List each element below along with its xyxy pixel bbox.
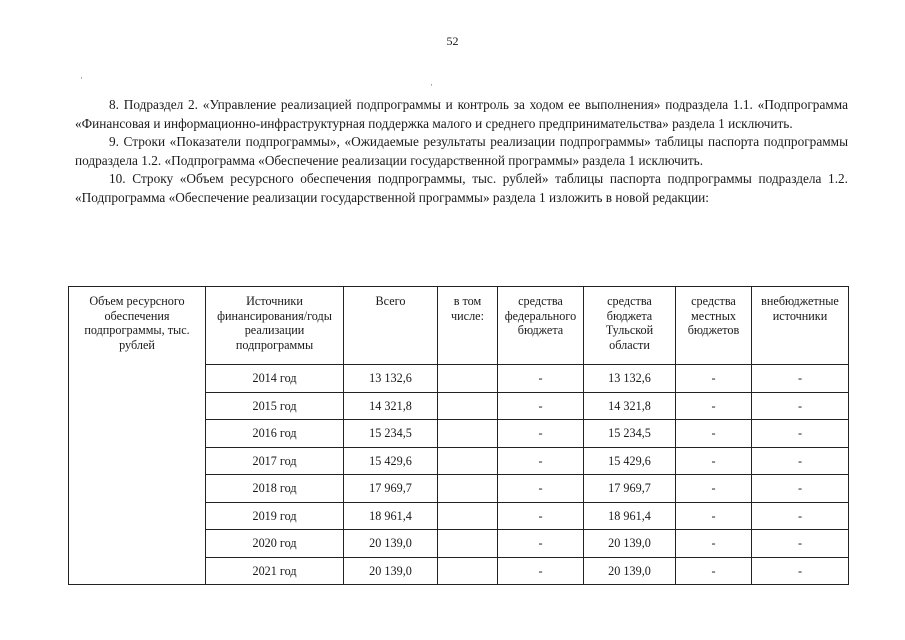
total-cell: 14 321,8 bbox=[344, 392, 438, 420]
federal-cell: - bbox=[498, 392, 584, 420]
header-regional: средства бюджета Тульской области bbox=[584, 287, 676, 365]
including-cell bbox=[438, 475, 498, 503]
local-cell: - bbox=[676, 420, 752, 448]
total-cell: 13 132,6 bbox=[344, 365, 438, 393]
scan-speck: · bbox=[430, 80, 433, 90]
header-federal: средства федерального бюджета bbox=[498, 287, 584, 365]
federal-cell: - bbox=[498, 365, 584, 393]
including-cell bbox=[438, 420, 498, 448]
regional-cell: 20 139,0 bbox=[584, 557, 676, 585]
paragraph-10: 10. Строку «Объем ресурсного обеспечения подпрограммы, тыс. рублей» таблицы паспорта подпрограммы подраздела 1.2. «Подпрограмма «Обеспечение реализации государственной программы» раздела 1 изложить в новой редакции: bbox=[75, 171, 848, 205]
local-cell: - bbox=[676, 475, 752, 503]
extrabudget-cell: - bbox=[752, 365, 849, 393]
extrabudget-cell: - bbox=[752, 392, 849, 420]
local-cell: - bbox=[676, 530, 752, 558]
scan-speck: · bbox=[80, 73, 83, 83]
year-cell: 2019 год bbox=[206, 502, 344, 530]
federal-cell: - bbox=[498, 502, 584, 530]
header-sources: Источники финансирования/годы реализации подпрограммы bbox=[206, 287, 344, 365]
federal-cell: - bbox=[498, 557, 584, 585]
extrabudget-cell: - bbox=[752, 447, 849, 475]
total-cell: 17 969,7 bbox=[344, 475, 438, 503]
extrabudget-cell: - bbox=[752, 557, 849, 585]
year-cell: 2021 год bbox=[206, 557, 344, 585]
year-cell: 2015 год bbox=[206, 392, 344, 420]
total-cell: 18 961,4 bbox=[344, 502, 438, 530]
extrabudget-cell: - bbox=[752, 475, 849, 503]
header-extrabudget: внебюджетные источники bbox=[752, 287, 849, 365]
including-cell bbox=[438, 365, 498, 393]
year-cell: 2017 год bbox=[206, 447, 344, 475]
total-cell: 20 139,0 bbox=[344, 530, 438, 558]
document-body bbox=[75, 96, 848, 208]
table-header-row bbox=[69, 287, 849, 365]
total-cell: 20 139,0 bbox=[344, 557, 438, 585]
including-cell bbox=[438, 447, 498, 475]
including-cell bbox=[438, 557, 498, 585]
year-cell: 2014 год bbox=[206, 365, 344, 393]
local-cell: - bbox=[676, 365, 752, 393]
local-cell: - bbox=[676, 557, 752, 585]
federal-cell: - bbox=[498, 530, 584, 558]
row-label-cell: Объем ресурсного обеспечения подпрограммы, тыс. рублей bbox=[69, 287, 206, 585]
regional-cell: 13 132,6 bbox=[584, 365, 676, 393]
extrabudget-cell: - bbox=[752, 530, 849, 558]
federal-cell: - bbox=[498, 475, 584, 503]
paragraph-9: 9. Строки «Показатели подпрограммы», «Ожидаемые результаты реализации подпрограммы» таблицы паспорта подпрограммы подраздела 1.2. «Подпрограмма «Обеспечение реализации государственной программы» раздела 1 исключить. bbox=[75, 134, 848, 168]
regional-cell: 15 234,5 bbox=[584, 420, 676, 448]
year-cell: 2018 год bbox=[206, 475, 344, 503]
extrabudget-cell: - bbox=[752, 420, 849, 448]
regional-cell: 14 321,8 bbox=[584, 392, 676, 420]
including-cell bbox=[438, 502, 498, 530]
total-cell: 15 429,6 bbox=[344, 447, 438, 475]
year-cell: 2020 год bbox=[206, 530, 344, 558]
local-cell: - bbox=[676, 447, 752, 475]
header-local: средства местных бюджетов bbox=[676, 287, 752, 365]
including-cell bbox=[438, 392, 498, 420]
total-cell: 15 234,5 bbox=[344, 420, 438, 448]
year-cell: 2016 год bbox=[206, 420, 344, 448]
federal-cell: - bbox=[498, 420, 584, 448]
regional-cell: 17 969,7 bbox=[584, 475, 676, 503]
regional-cell: 20 139,0 bbox=[584, 530, 676, 558]
header-including: в том числе: bbox=[438, 287, 498, 365]
regional-cell: 18 961,4 bbox=[584, 502, 676, 530]
header-total: Всего bbox=[344, 287, 438, 365]
regional-cell: 15 429,6 bbox=[584, 447, 676, 475]
local-cell: - bbox=[676, 502, 752, 530]
paragraph-8: 8. Подраздел 2. «Управление реализацией подпрограммы и контроль за ходом ее выполнения» подраздела 1.1. «Подпрограмма «Финансовая и информационно-инфраструктурная поддержка малого и среднего предпринимательства» раздела 1 исключить. bbox=[75, 97, 848, 131]
including-cell bbox=[438, 530, 498, 558]
federal-cell: - bbox=[498, 447, 584, 475]
local-cell: - bbox=[676, 392, 752, 420]
resource-table bbox=[68, 286, 849, 585]
extrabudget-cell: - bbox=[752, 502, 849, 530]
page-number: 52 bbox=[446, 34, 459, 48]
